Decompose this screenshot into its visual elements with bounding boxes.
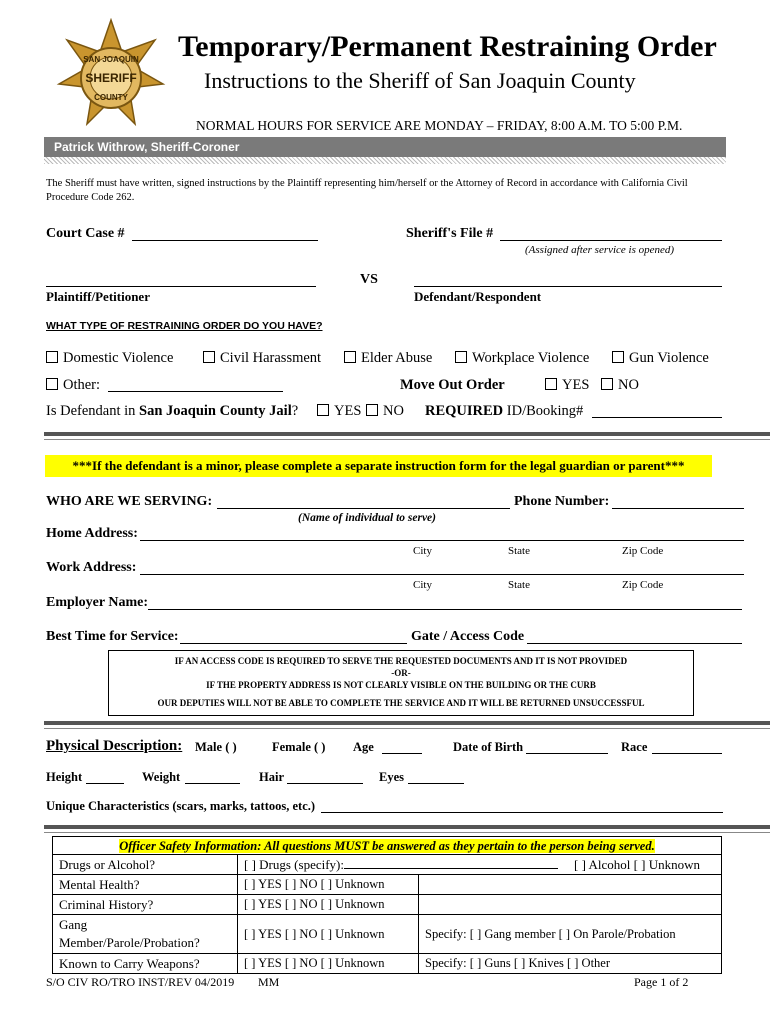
order-type-question: WHAT TYPE OF RESTRAINING ORDER DO YOU HAVE? xyxy=(46,320,323,332)
jail-name: San Joaquin County Jail xyxy=(139,403,292,419)
sheriffs-file-label: Sheriff's File # xyxy=(406,226,494,241)
checkbox-icon xyxy=(203,351,215,363)
badge-text-top: SAN JOAQUIN xyxy=(83,55,139,64)
minor-notice: ***If the defendant is a minor, please complete a separate instruction form for the legal guardian or parent*** xyxy=(45,455,712,477)
checkbox-icon xyxy=(366,404,378,416)
defendant-field[interactable] xyxy=(414,286,722,287)
row-answer[interactable]: [ ] YES [ ] NO [ ] Unknown xyxy=(238,875,419,895)
table-row xyxy=(53,837,722,855)
sheriffs-file-field[interactable] xyxy=(500,240,722,241)
row-extra[interactable]: Specify: [ ] Gang member [ ] On Parole/Probation xyxy=(419,915,722,954)
form-id: S/O CIV RO/TRO INST/REV 04/2019 xyxy=(46,975,235,989)
home-state-label: State xyxy=(508,545,530,557)
gate-code-label: Gate / Access Code xyxy=(411,629,525,644)
dob-label: Date of Birth xyxy=(453,740,524,754)
jail-question xyxy=(46,403,298,420)
best-time-label: Best Time for Service: xyxy=(46,629,179,644)
row-answer[interactable]: [ ] YES [ ] NO [ ] Unknown xyxy=(238,895,419,915)
table-row xyxy=(53,855,722,875)
row-extra xyxy=(419,875,722,895)
age-field[interactable] xyxy=(382,753,422,754)
checkbox-icon xyxy=(46,351,58,363)
plaintiff-field[interactable] xyxy=(46,286,316,287)
home-zip-label: Zip Code xyxy=(622,545,664,557)
alcohol-answer: [ ] Alcohol [ ] Unknown xyxy=(574,856,701,872)
row-extra[interactable]: Specify: [ ] Guns [ ] Knives [ ] Other xyxy=(419,954,722,974)
table-row xyxy=(53,915,722,954)
option-civil-harassment[interactable] xyxy=(203,350,321,367)
vs-label: VS xyxy=(360,272,378,287)
section-divider xyxy=(44,825,770,829)
jail-suffix: ? xyxy=(291,403,299,419)
unique-label: Unique Characteristics (scars, marks, tattoos, etc.) xyxy=(46,799,316,813)
employer-field[interactable] xyxy=(148,609,742,610)
eyes-field[interactable] xyxy=(408,783,464,784)
weight-label: Weight xyxy=(142,770,181,784)
best-time-field[interactable] xyxy=(180,643,407,644)
checkbox-icon xyxy=(545,378,557,390)
phone-field[interactable] xyxy=(612,508,744,509)
yes-label: YES xyxy=(562,377,590,393)
form-initials: MM xyxy=(258,975,280,989)
option-other[interactable] xyxy=(46,377,100,394)
row-answer[interactable] xyxy=(238,855,722,875)
option-label: Other: xyxy=(63,377,101,393)
male-option[interactable]: Male ( ) xyxy=(195,740,237,754)
row-answer[interactable]: [ ] YES [ ] NO [ ] Unknown xyxy=(238,915,419,954)
phone-label: Phone Number: xyxy=(514,494,610,509)
row-label: Drugs or Alcohol? xyxy=(53,855,238,875)
work-zip-label: Zip Code xyxy=(622,579,664,591)
option-domestic-violence[interactable] xyxy=(46,350,173,367)
section-divider-thin xyxy=(44,439,770,440)
row-label: Known to Carry Weapons? xyxy=(53,954,238,974)
row-answer[interactable]: [ ] YES [ ] NO [ ] Unknown xyxy=(238,954,419,974)
race-label: Race xyxy=(621,740,648,754)
row-label: Mental Health? xyxy=(53,875,238,895)
intro-text: The Sheriff must have written, signed instructions by the Plaintiff representing him/herself or the Attorney of Record in accordance with California Civil Procedure Code 262. xyxy=(46,178,688,203)
gate-code-field[interactable] xyxy=(527,643,742,644)
work-address-field[interactable] xyxy=(140,574,744,575)
table-row xyxy=(53,895,722,915)
plaintiff-label: Plaintiff/Petitioner xyxy=(46,289,150,304)
no-label: NO xyxy=(618,377,639,393)
weight-field[interactable] xyxy=(185,783,240,784)
service-hours: NORMAL HOURS FOR SERVICE ARE MONDAY – FRIDAY, 8:00 A.M. TO 5:00 P.M. xyxy=(196,118,683,133)
checkbox-icon xyxy=(612,351,624,363)
court-case-label: Court Case # xyxy=(46,226,125,241)
row-label: Criminal History? xyxy=(53,895,238,915)
option-label: Civil Harassment xyxy=(220,350,322,366)
dob-field[interactable] xyxy=(526,753,608,754)
drugs-answer: [ ] Drugs (specify): xyxy=(244,856,344,872)
checkbox-icon xyxy=(455,351,467,363)
option-label: Gun Violence xyxy=(629,350,709,366)
section-divider xyxy=(44,721,770,725)
hair-field[interactable] xyxy=(287,783,363,784)
height-field[interactable] xyxy=(86,783,124,784)
row-label: Gang Member/Parole/Probation? xyxy=(53,915,238,954)
home-address-field[interactable] xyxy=(140,540,744,541)
sheriff-star-badge xyxy=(55,18,167,130)
work-city-label: City xyxy=(413,579,432,591)
sheriff-name-bar: Patrick Withrow, Sheriff-Coroner xyxy=(44,137,726,157)
safety-heading-cell xyxy=(53,837,722,855)
other-field[interactable] xyxy=(108,391,283,392)
warning-line-3: IF THE PROPERTY ADDRESS IS NOT CLEARLY VISIBLE ON THE BUILDING OR THE CURB xyxy=(206,680,596,690)
option-label: Elder Abuse xyxy=(361,350,433,366)
section-divider xyxy=(44,432,770,436)
who-serving-label: WHO ARE WE SERVING: xyxy=(46,494,213,509)
home-address-label: Home Address: xyxy=(46,526,138,541)
assigned-note: (Assigned after service is opened) xyxy=(525,244,675,256)
table-row xyxy=(53,954,722,974)
home-city-label: City xyxy=(413,545,432,557)
jail-prefix: Is Defendant in xyxy=(46,403,136,419)
id-booking-label: ID/Booking# xyxy=(506,403,584,419)
booking-label xyxy=(425,403,583,420)
checkbox-icon xyxy=(317,404,329,416)
checkbox-icon xyxy=(344,351,356,363)
race-field[interactable] xyxy=(652,753,722,754)
court-case-field[interactable] xyxy=(132,240,318,241)
page-subtitle: Instructions to the Sheriff of San Joaquin County xyxy=(204,68,636,93)
move-out-label: Move Out Order xyxy=(400,377,505,393)
yes-label: YES xyxy=(334,403,362,419)
officer-safety-table xyxy=(52,836,722,974)
name-note: (Name of individual to serve) xyxy=(298,512,436,524)
warning-line-4: OUR DEPUTIES WILL NOT BE ABLE TO COMPLETE THE SERVICE AND IT WILL BE RETURNED UNSUCCESSFUL xyxy=(157,698,645,708)
badge-text-middle: SHERIFF xyxy=(85,71,137,85)
page-number: Page 1 of 2 xyxy=(634,975,689,989)
hair-label: Hair xyxy=(259,770,284,784)
drugs-specify-field[interactable] xyxy=(344,858,558,869)
option-gun-violence[interactable] xyxy=(612,350,709,367)
defendant-label: Defendant/Respondent xyxy=(414,289,542,304)
work-state-label: State xyxy=(508,579,530,591)
option-label: Domestic Violence xyxy=(63,350,174,366)
option-elder-abuse[interactable] xyxy=(344,350,432,367)
warning-line-1: IF AN ACCESS CODE IS REQUIRED TO SERVE THE REQUESTED DOCUMENTS AND IT IS NOT PROVIDED xyxy=(174,656,628,666)
physical-heading: Physical Description: xyxy=(46,738,183,754)
option-workplace-violence[interactable] xyxy=(455,350,589,367)
work-address-label: Work Address: xyxy=(46,560,137,575)
badge-text-bottom: COUNTY xyxy=(94,93,128,102)
move-out-yes[interactable] xyxy=(545,377,589,394)
table-row xyxy=(53,875,722,895)
section-divider-thin xyxy=(44,728,770,729)
jail-yes[interactable] xyxy=(317,403,361,420)
warning-line-2: -OR- xyxy=(391,668,411,678)
checkbox-icon xyxy=(601,378,613,390)
age-label: Age xyxy=(353,740,374,754)
no-label: NO xyxy=(383,403,404,419)
unique-field[interactable] xyxy=(321,812,723,813)
move-out-no[interactable] xyxy=(601,377,639,394)
jail-no[interactable] xyxy=(366,403,404,420)
female-option[interactable]: Female ( ) xyxy=(272,740,326,754)
employer-label: Employer Name: xyxy=(46,595,148,610)
section-divider-thin xyxy=(44,832,770,833)
checkbox-icon xyxy=(46,378,58,390)
height-label: Height xyxy=(46,770,83,784)
option-label: Workplace Violence xyxy=(472,350,590,366)
booking-field[interactable] xyxy=(592,417,722,418)
page-title: Temporary/Permanent Restraining Order xyxy=(178,30,717,63)
safety-heading: Officer Safety Information: All questions MUST be answered as they pertain to the person being served. xyxy=(119,838,655,853)
hatch-divider xyxy=(44,157,726,164)
who-serving-field[interactable] xyxy=(217,508,510,509)
eyes-label: Eyes xyxy=(379,770,404,784)
row-extra xyxy=(419,895,722,915)
required-label: REQUIRED xyxy=(425,403,504,419)
access-code-warning xyxy=(108,650,694,716)
